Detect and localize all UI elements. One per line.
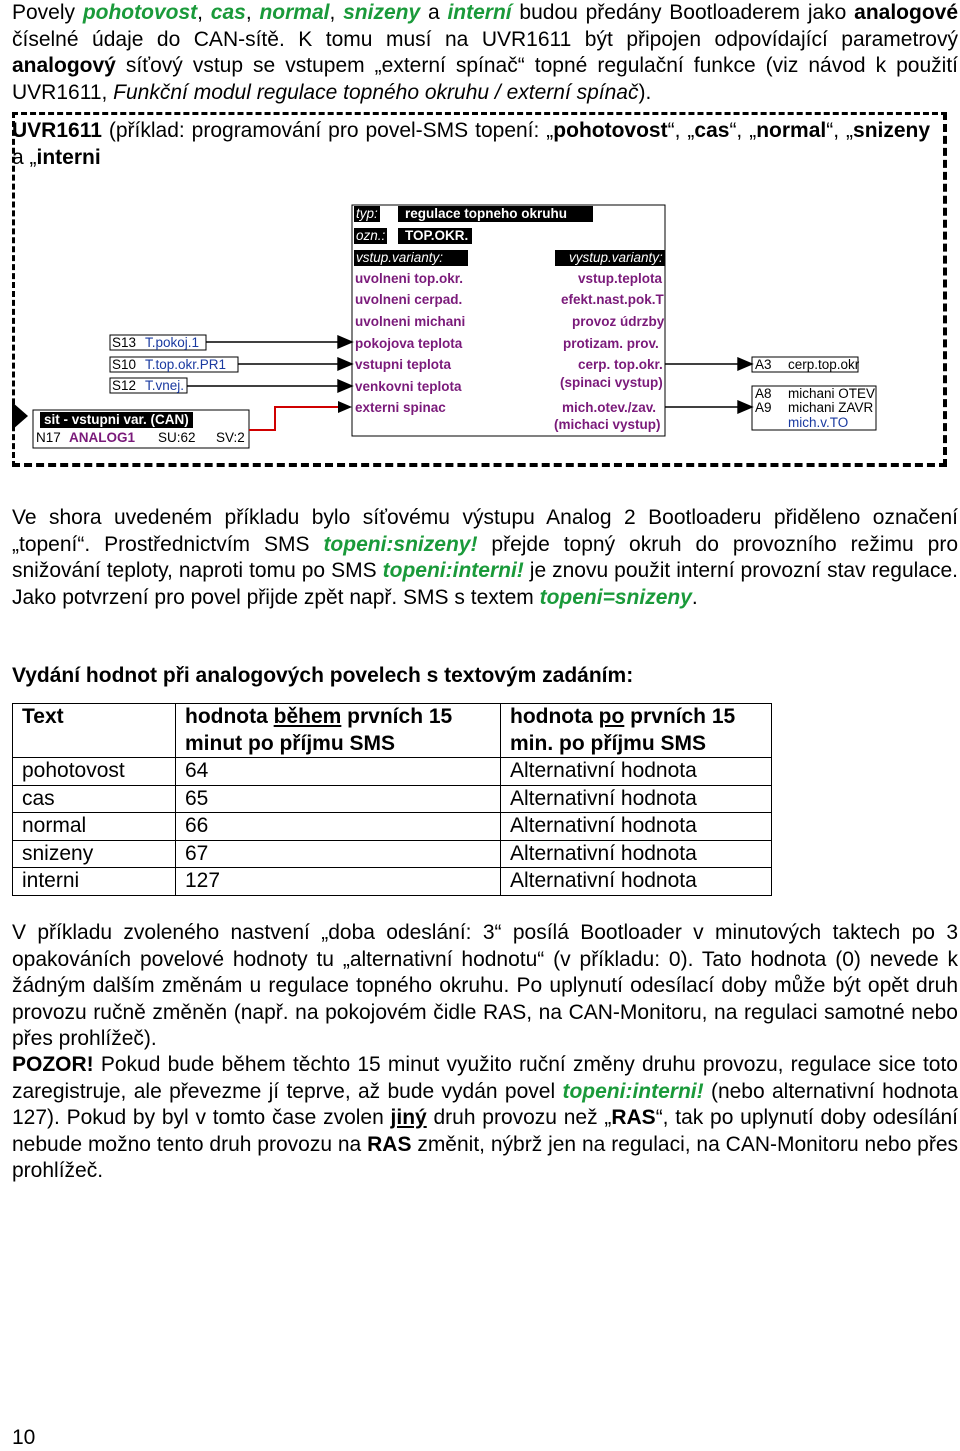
cell-text: pohotovost	[13, 758, 176, 786]
intro-paragraph: Povely pohotovost, cas, normal, snizeny a interní budou předány Bootloaderem jako analogové číselné údaje do CAN-sítě. K tomu musí na UVR1611 být připojen odpovídající parametrový analogový síťový vstup se vstupem „externí spínač“ topné regulační funkce (viz návod k použití UVR1611, Funkční modul regulace topného okruhu / externí spínač).	[12, 1, 959, 104]
warning-paragraph: POZOR! Pokud bude během těchto 15 minut využito ruční změny druhu provozu, regulace sice toto zaregistruje, ale převezme jí teprve, až bude vydán povel topeni:interni! (nebo alternativní hodnota 127). Pokud by byl v tomto čase zvolen jiný druh provozu než „RAS“, tak po uplynutí doby odesílání nebude možno tento druh provozu na RAS změnit, nýbrž jen na regulaci, na CAN-Monitoru nebo přes prohlížeč.	[12, 1053, 958, 1182]
sensor-s10-name: T.top.okr.PR1	[145, 357, 227, 372]
module-output: mich.otev./zav.	[562, 400, 657, 415]
output-arrow-icon	[738, 358, 752, 370]
sensor-s13-id: S13	[112, 335, 137, 350]
table-row	[13, 868, 772, 896]
cell-after: Alternativní hodnota	[501, 758, 772, 786]
output-mich-name: mich.v.TO	[788, 415, 849, 430]
module-input: pokojova teplota	[355, 336, 463, 351]
table-heading: Vydání hodnot při analogových povelech s textovým zadáním:	[12, 664, 634, 687]
module-input: venkovni teplota	[355, 379, 462, 394]
cell-after: Alternativní hodnota	[501, 868, 772, 896]
table-row	[13, 840, 772, 868]
output-a8-name: michani OTEV	[788, 386, 876, 401]
cell-text: cas	[13, 785, 176, 813]
module-input: vstupni teplota	[355, 357, 452, 372]
net-input-analog: ANALOG1	[69, 430, 136, 445]
cell-text: normal	[13, 813, 176, 841]
net-input-node: N17	[36, 430, 61, 445]
cell-after: Alternativní hodnota	[501, 785, 772, 813]
module-output: efekt.nast.pok.T	[561, 292, 664, 307]
sensor-s12-id: S12	[112, 378, 137, 393]
table-row	[13, 785, 772, 813]
net-input-arrow-icon	[12, 402, 28, 430]
col-header-text: Text	[13, 704, 176, 758]
cell-during: 67	[176, 840, 501, 868]
module-typ-label: typ:	[356, 206, 378, 221]
cell-during: 127	[176, 868, 501, 896]
sensor-s10-id: S10	[112, 357, 137, 372]
net-input-sv: SV:2	[216, 430, 245, 445]
input-arrow-icon	[338, 380, 352, 392]
output-a3-id: A3	[755, 357, 772, 372]
module-output: protizam. prov.	[563, 336, 659, 351]
input-arrow-icon	[338, 358, 352, 370]
cell-during: 66	[176, 813, 501, 841]
cell-text: interni	[13, 868, 176, 896]
cell-after: Alternativní hodnota	[501, 813, 772, 841]
module-typ-value: regulace topneho okruhu	[398, 206, 593, 222]
output-arrow-icon	[738, 401, 752, 413]
module-input: uvolneni michani	[355, 314, 466, 329]
input-arrow-icon	[338, 401, 352, 413]
values-table	[12, 703, 772, 896]
module-ozn-label: ozn.:	[356, 228, 386, 243]
module-output: cerp. top.okr.	[578, 357, 663, 372]
output-a9-id: A9	[755, 400, 772, 415]
cell-text: snizeny	[13, 840, 176, 868]
col-header-during: hodnota během prvních 15 minut po příjmu SMS	[176, 704, 501, 758]
module-input: uvolneni top.okr.	[355, 271, 464, 286]
module-output: provoz údrzby	[572, 314, 665, 329]
cell-during: 64	[176, 758, 501, 786]
module-output: (michaci vystup)	[554, 417, 661, 432]
cell-during: 65	[176, 785, 501, 813]
input-arrow-icon	[338, 336, 352, 348]
table-header-row	[13, 704, 772, 758]
module-outputs-header: vystup.varianty:	[555, 250, 665, 266]
col-header-after: hodnota po prvních 15 min. po příjmu SMS	[501, 704, 772, 758]
module-ozn-value: TOP.OKR.	[398, 228, 472, 244]
table-row	[13, 758, 772, 786]
module-input: externi spinac	[355, 400, 446, 415]
module-output: (spinaci vystup)	[560, 375, 663, 390]
page-number: 10	[12, 1426, 36, 1449]
cell-after: Alternativní hodnota	[501, 840, 772, 868]
output-a3-name: cerp.top.okr	[788, 357, 860, 372]
output-a9-name: michani ZAVR	[788, 400, 874, 415]
example-heading: UVR1611 (příklad: programování pro povel-SMS topení: „pohotovost“, „cas“, „normal“, „snizeny a „interni	[12, 119, 931, 169]
sensor-s13-name: T.pokoj.1	[145, 335, 200, 350]
send-time-paragraph: V příkladu zvoleného nastvení „doba odeslání: 3“ posílá Bootloader v minutových taktech po 3 opakováních povelové hodnoty tu „alternativní hodnotu“ (v příkladu: 0). Tato hodnota (0) nevede k žádným dalším změnám u regulace topného okruhu. Po uplynutí odesílací doby může být opět druh provozu ručně změněn (např. na pokojovém čidle RAS, na CAN-Monitoru, na regulaci samotné nebo přes prohlížeč).	[12, 921, 958, 1050]
module-inputs-header: vstup.varianty:	[354, 250, 468, 266]
module-output: vstup.teplota	[578, 271, 663, 286]
table-row	[13, 813, 772, 841]
net-input-su: SU:62	[158, 430, 196, 445]
net-input-title: sit - vstupni var. (CAN)	[40, 412, 193, 428]
output-a8-id: A8	[755, 386, 772, 401]
module-input: uvolneni cerpad.	[355, 292, 463, 307]
example-explanation: Ve shora uvedeném příkladu bylo síťovému výstupu Analog 2 Bootloaderu přiděleno označení „topení“. Prostřednictvím SMS topeni:snizeny! přejde topný okruh do provozního režimu pro snižování teploty, naproti tomu po SMS topeni:interni! je znovu použit interní provozní stav regulace. Jako potvrzení pro povel přijde zpět např. SMS s textem topeni=snizeny.	[12, 506, 958, 609]
sensor-s12-name: T.vnej.	[145, 378, 185, 393]
